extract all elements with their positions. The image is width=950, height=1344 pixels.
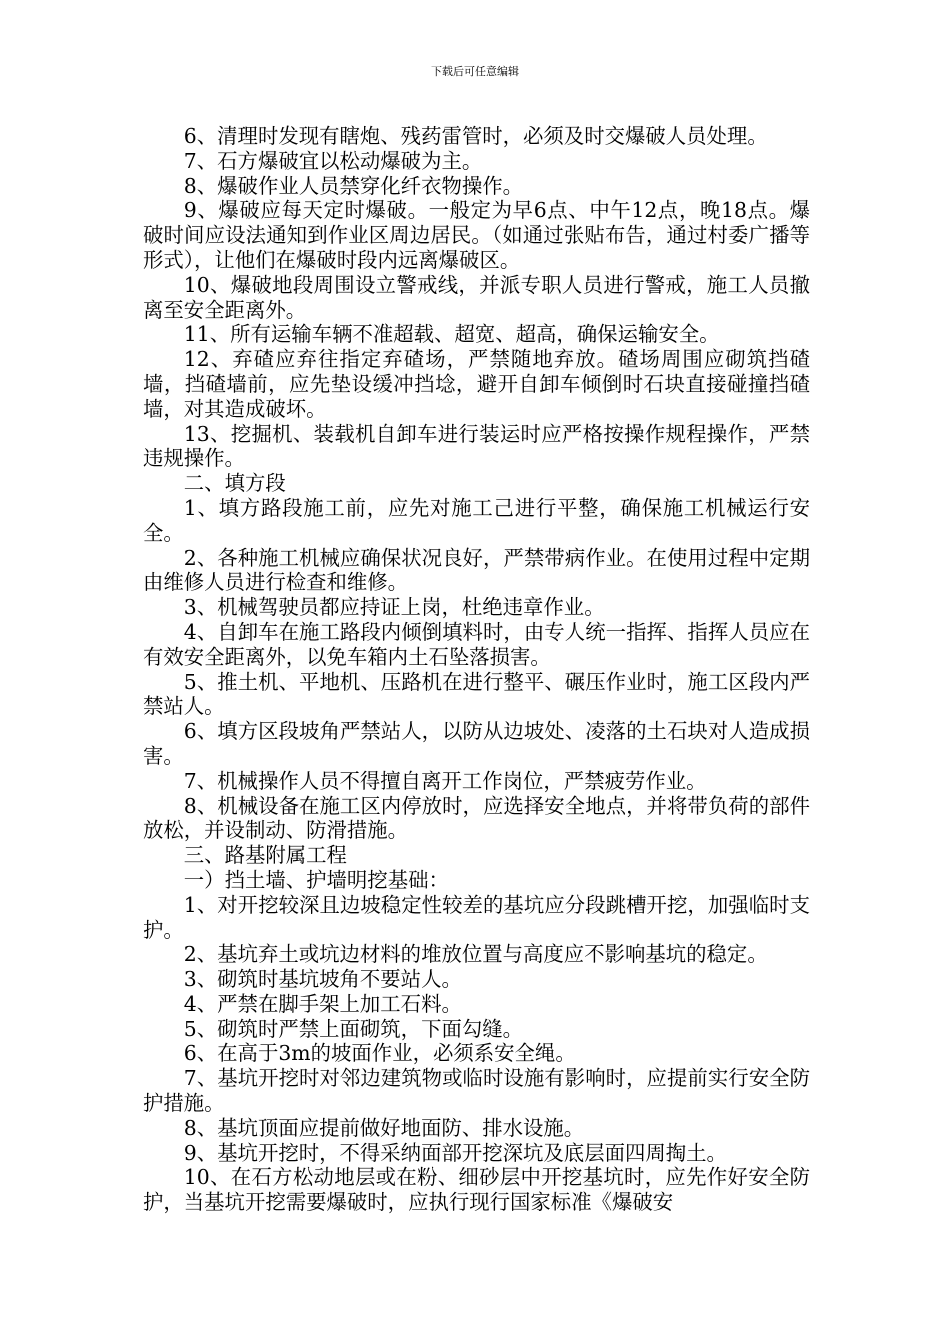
paragraph: 12、弃碴应弃往指定弃碴场，严禁随地弃放。碴场周围应砌筑挡碴墙，挡碴墙前，应先垫设缓冲挡埝，避开自卸车倾倒时石块直接碰撞挡碴墙，对其造成破坏。 — [143, 347, 810, 421]
document-body — [143, 124, 810, 1215]
paragraph: 3、砌筑时基坑坡角不要站人。 — [183, 967, 462, 992]
paragraph: 2、基坑弃土或坑边材料的堆放位置与高度应不影响基坑的稳定。 — [183, 942, 768, 967]
paragraph: 8、机械设备在施工区内停放时，应选择安全地点，并将带负荷的部件放松，并设制动、防滑措施。 — [143, 793, 810, 843]
paragraph: 9、爆破应每天定时爆破。一般定为早6点、中午12点，晚18点。爆破时间应设法通知到作业区周边居民。（如通过张贴布告，通过村委广播等形式），让他们在爆破时段内远离爆破区。 — [143, 198, 810, 272]
section-heading: 三、路基附属工程 — [183, 843, 347, 868]
paragraph: 7、石方爆破宜以松动爆破为主。 — [183, 148, 483, 173]
paragraph: 11、所有运输车辆不准超载、超宽、超高，确保运输安全。 — [183, 322, 720, 347]
paragraph: 8、爆破作业人员禁穿化纤衣物操作。 — [183, 173, 524, 198]
subsection-heading: 一）挡土墙、护墙明挖基础： — [183, 867, 449, 892]
paragraph: 4、严禁在脚手架上加工石料。 — [183, 991, 462, 1016]
paragraph: 6、清理时发现有瞎炮、残药雷管时，必须及时交爆破人员处理。 — [183, 124, 768, 148]
paragraph: 5、砌筑时严禁上面砌筑，下面勾缝。 — [183, 1016, 524, 1041]
paragraph: 13、挖掘机、装载机自卸车进行装运时应严格按操作规程操作，严禁违规操作。 — [143, 421, 810, 471]
paragraph: 7、基坑开挖时对邻边建筑物或临时设施有影响时，应提前实行安全防护措施。 — [143, 1066, 810, 1116]
section-heading: 二、填方段 — [183, 471, 286, 496]
paragraph: 8、基坑顶面应提前做好地面防、排水设施。 — [183, 1115, 585, 1140]
paragraph: 6、填方区段坡角严禁站人，以防从边坡处、凌落的土石块对人造成损害。 — [143, 719, 810, 768]
paragraph: 10、在石方松动地层或在粉、细砂层中开挖基坑时，应先作好安全防护，当基坑开挖需要爆破时，应执行现行国家标准《爆破安 — [143, 1165, 810, 1215]
paragraph: 1、对开挖较深且边坡稳定性较差的基坑应分段跳槽开挖，加强临时支护。 — [143, 892, 810, 942]
paragraph: 9、基坑开挖时，不得采纳面部开挖深坑及底层面四周掏土。 — [183, 1140, 727, 1165]
paragraph: 5、推土机、平地机、压路机在进行整平、碾压作业时，施工区段内严禁站人。 — [143, 669, 810, 719]
paragraph: 10、爆破地段周围设立警戒线，并派专职人员进行警戒，施工人员撤离至安全距离外。 — [143, 272, 810, 322]
paragraph: 4、自卸车在施工路段内倾倒填料时，由专人统一指挥、指挥人员应在有效安全距离外，以免车箱内土石坠落损害。 — [143, 619, 810, 669]
paragraph: 6、在高于3m的坡面作业，必须系安全绳。 — [183, 1041, 576, 1066]
paragraph: 2、各种施工机械应确保状况良好，严禁带病作业。在使用过程中定期由维修人员进行检查和维修。 — [143, 545, 810, 595]
paragraph: 7、机械操作人员不得擅自离开工作岗位，严禁疲劳作业。 — [183, 768, 707, 793]
header-note: 下载后可任意编辑 — [431, 65, 519, 78]
paragraph: 3、机械驾驶员都应持证上岗，杜绝违章作业。 — [183, 595, 605, 620]
paragraph: 1、填方路段施工前，应先对施工己进行平整，确保施工机械运行安全。 — [143, 495, 810, 545]
